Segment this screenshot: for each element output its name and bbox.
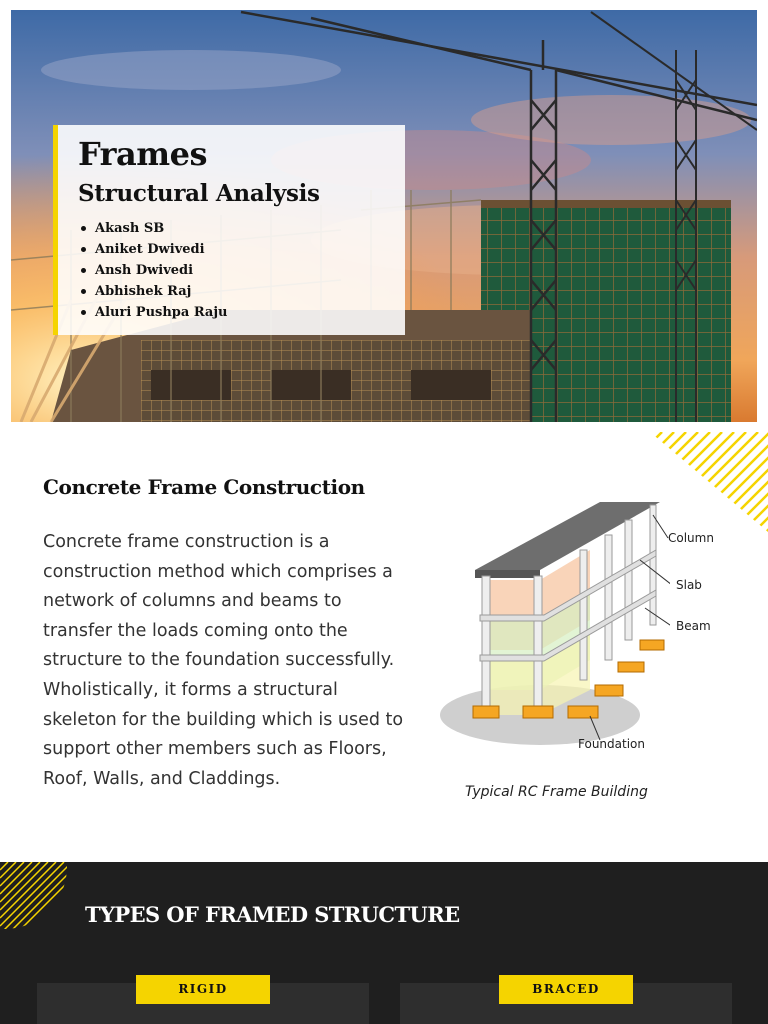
types-heading: TYPES OF FRAMED STRUCTURE — [85, 902, 460, 927]
hero-banner — [11, 10, 757, 422]
bullet-icon — [81, 226, 86, 231]
label-foundation: Foundation — [578, 737, 645, 751]
braced-label: BRACED — [499, 975, 633, 1004]
rigid-label: RIGID — [136, 975, 270, 1004]
bullet-icon — [81, 247, 86, 252]
page-title: Frames — [78, 135, 207, 173]
figure-caption: Typical RC Frame Building — [465, 784, 648, 800]
section-heading: Concrete Frame Construction — [43, 475, 365, 499]
label-slab: Slab — [676, 578, 702, 592]
rc-frame-diagram — [440, 490, 670, 760]
body-paragraph: Concrete frame construction is a construction method which comprises a network of columns and beams to transfer the loads coming onto the structure to the foundation successfully. — [43, 532, 395, 671]
title-card — [53, 125, 405, 335]
label-beam: Beam — [676, 619, 711, 633]
bullet-icon — [81, 289, 86, 294]
author-item — [81, 302, 228, 323]
section-body — [43, 528, 413, 794]
decorative-stripes — [0, 862, 70, 934]
body-paragraph: Wholistically, it forms a structural skeleton for the building which is used to support other members such as Floors, Roof, Walls, and Claddings. — [43, 679, 404, 789]
page-subtitle: Structural Analysis — [78, 180, 320, 207]
accent-bar — [53, 125, 58, 335]
author-name: Aluri Pushpa Raju — [95, 305, 228, 320]
author-item — [81, 239, 228, 260]
author-name: Abhishek Raj — [95, 284, 192, 299]
author-item — [81, 218, 228, 239]
author-name: Ansh Dwivedi — [95, 263, 194, 278]
author-list — [81, 218, 228, 323]
author-item — [81, 281, 228, 302]
bullet-icon — [81, 268, 86, 273]
bullet-icon — [81, 310, 86, 315]
types-section — [0, 862, 768, 1024]
label-column: Column — [668, 531, 714, 545]
author-item — [81, 260, 228, 281]
author-name: Aniket Dwivedi — [95, 242, 205, 257]
author-name: Akash SB — [95, 221, 165, 236]
